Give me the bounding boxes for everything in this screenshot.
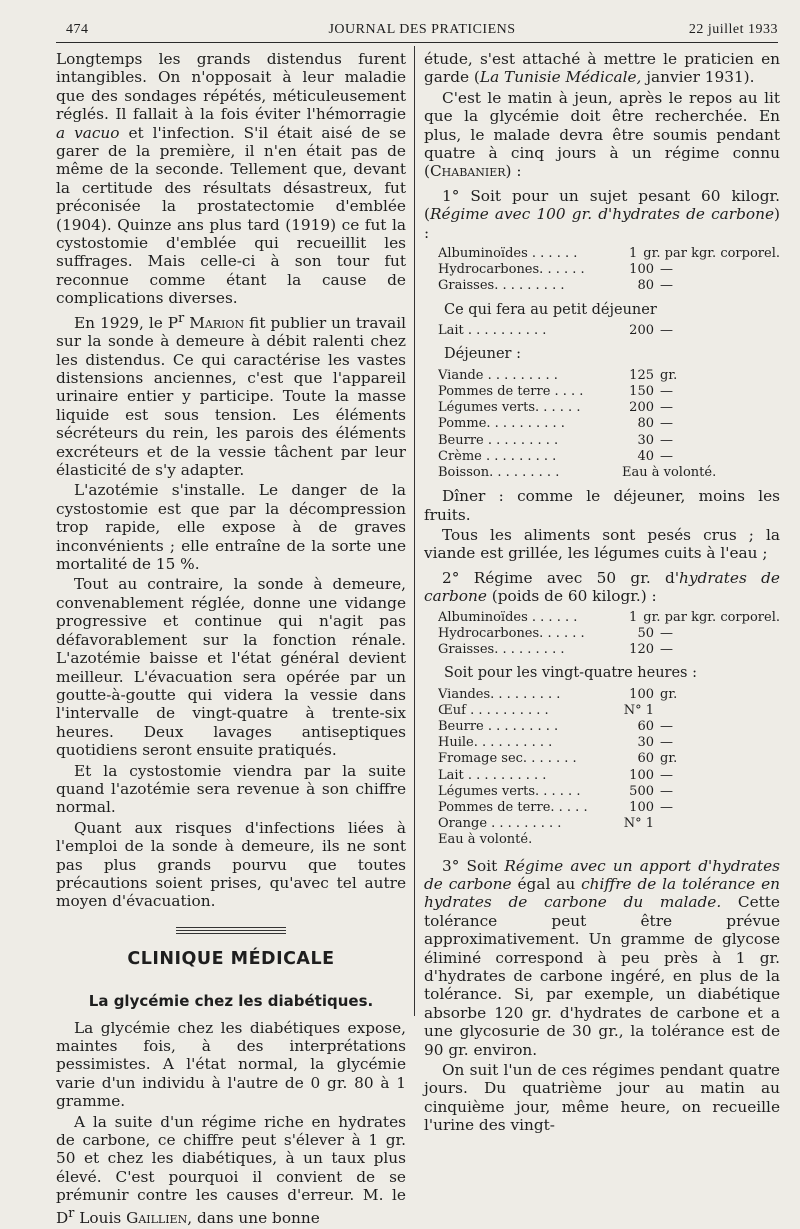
table-row [438,384,780,400]
food-quantity: 500 [629,783,654,799]
paragraph: 3° Soit Régime avec un apport d'hydrates de carbone égal au chiffre de la tolérance en hydrates de carbone du malade. Cette tolérance peut être prévue approximativement. Un gramme de glycose éliminé correspond à peu près à 1 gr. d'hydrates de carbone ingéré, en plus de la tolérance. Si, par exemple, un diabétique absorbe 120 gr. d'hydrates de carbone et a une glycosurie de 30 gr., la tolérance est de 90 gr. environ. [424,856,781,1059]
food-unit: — [660,416,673,432]
table-row [438,323,780,339]
food-unit: — [660,448,673,464]
food-name: Viandes. . . . . . . . . [438,686,561,702]
table-row [438,449,780,465]
table-row [438,784,780,800]
food-quantity: N° 1 [623,816,654,832]
column-divider [414,46,415,1016]
article-title: La glycémie chez les diabétiques. [88,992,374,1011]
food-name: Boisson. . . . . . . . . [438,464,560,480]
table-row [438,768,780,784]
paragraph: Tout au contraire, la sonde à demeure, convenablement réglée, donne une vidange progressive et continue qui n'agit pas défavorablement sur la fonction rénale. L'azotémie baisse et l'état général devient meilleur. L'évacuation sera opérée par un goutte-à-goutte qui videra la vessie dans l'intervalle de vingt-quatre à trente-six heures. Deux lavages antiseptiques quotidiens seront ensuite pratiqués. [56,575,406,760]
food-unit: — [660,735,673,751]
food-name: Pomme. . . . . . . . . . [438,416,565,432]
food-quantity: 60 [637,751,654,767]
page-number: 474 [66,22,89,37]
food-unit: — [660,767,673,783]
food-quantity: 200 [629,323,654,339]
food-name: Fromage sec. . . . . . . [438,751,577,767]
table-row [438,626,780,642]
table-row [438,465,780,481]
paragraph: Dîner : comme le déjeuner, moins les fruits. [424,487,780,524]
food-unit: gr. [660,751,678,767]
paragraph: En 1929, le $P^r$ Marion fit publier un travail sur la sonde à demeure à débit ralenti chez les distendus. Ce qui caractérise les vastes distensions anciennes, c'est que l'appareil urinaire entier y participe. Toute la masse liquide est sous tension. Les éléments sécréteurs du rein, les parois des éléments excréteurs et de la vessie tâchent par leur élasticité de s'y adapter. [56,310,406,480]
diet-table-2 [438,610,780,659]
food-name: Lait . . . . . . . . . . [438,767,547,783]
food-unit: — [660,278,673,294]
food-quantity: 1 [629,246,638,262]
food-unit: — [660,432,673,448]
food-name: Légumes verts. . . . . . [438,400,581,416]
food-unit: gr. [660,367,678,383]
food-unit: gr. par kgr. corporel. [643,246,780,262]
food-unit: — [660,400,673,416]
food-quantity: 50 [637,625,654,641]
food-quantity: 200 [629,400,654,416]
table-row [438,416,780,432]
table-row [438,400,780,416]
paragraph: On suit l'un de ces régimes pendant quatre jours. Du quatrième jour au matin au cinquième jour, même heure, on recueille l'urine des vingt- [424,1061,780,1135]
paragraph: Tous les aliments sont pesés crus ; la viande est grillée, les légumes cuits à l'eau ; [424,525,780,563]
food-unit: — [660,262,673,278]
table-row [438,703,780,719]
diet-table-1 [438,246,780,295]
food-name: Orange . . . . . . . . . [438,816,562,832]
table-row [438,262,780,278]
table-row [438,816,780,832]
food-unit: gr. par kgr. corporel. [643,609,780,625]
food-name: Albuminoïdes . . . . . . [438,246,578,262]
paragraph: La glycémie chez les diabétiques expose, maintes fois, à des interprétations pessimistes. A l'état normal, la glycémie varie d'un individu à l'autre de 0 gr. 80 à 1 gramme. [56,1018,406,1111]
table-subheading: Déjeuner : [444,346,521,363]
food-name: Légumes verts. . . . . . [438,783,581,799]
food-name: Beurre . . . . . . . . . [438,432,559,448]
paragraph: A la suite d'un régime riche en hydrates de carbone, ce chiffre peut s'élever à 1 gr. 50 et chez les diabétiques, à un taux plus élevé. C'est pourquoi il convient de se prémunir contre les causes d'erreur. M. le $D^r$ Louis Gaillien, dans une bonne [56,1112,406,1227]
food-name: Crème . . . . . . . . . [438,448,557,464]
food-name: Hydrocarbones. . . . . . [438,625,585,641]
table-row [438,610,780,626]
food-name: Graisses. . . . . . . . . [438,641,565,657]
food-name: Hydrocarbones. . . . . . [438,262,585,278]
paragraph: Longtemps les grands distendus furent intangibles. On n'opposait à leur maladie que des sondages répétés, méticuleusement réglés. Il fallait à la fois éviter l'hémorragie a vacuo et l'infection. S'il était aisé de se garer de la première, il n'en était pas de même de la seconde. Tellement que, devant la certitude des résultats désastreux, fut préconisée la prostatectomie d'emblée (1904). Quinze ans plus tard (1919) ce fut la cystostomie d'emblée qui recueillit les suffrages. Mais celle-ci à son tour fut reconnue comme étant la cause de complications diverses. [56,50,407,308]
food-unit: — [660,323,673,339]
paragraph: 1° Soit pour un sujet pesant 60 kilogr. (Régime avec 100 gr. d'hydrates de carbone) : [424,186,780,242]
food-unit: — [660,783,673,799]
page-header [66,18,778,40]
paragraph: L'azotémie s'installe. Le danger de la cystostomie est que par la décompression trop rapide, elle expose à de graves inconvénients ; elle entraîne de la sorte une mortalité de 15 %. [56,481,406,574]
section-separator [176,927,286,934]
table-row [438,719,780,735]
food-quantity: 1 [629,609,638,625]
header-rule [56,42,778,43]
daily-table [438,687,780,833]
paragraph: Et la cystostomie viendra par la suite quand l'azotémie sera revenue à son chiffre normal. [56,761,406,817]
food-unit: gr. [660,686,678,702]
food-quantity: 100 [629,799,654,815]
food-quantity: 80 [637,278,654,294]
food-quantity: N° 1 [623,702,654,718]
breakfast-table [438,323,780,339]
food-name: Graisses. . . . . . . . . [438,278,565,294]
food-name: Pommes de terre . . . . [438,383,584,399]
table-row [438,368,780,384]
table-row [438,735,780,751]
left-column [56,50,406,1229]
table-row [438,751,780,767]
food-quantity: 100 [629,767,654,783]
table-row [438,246,780,262]
food-unit: — [660,383,673,399]
food-quantity: 100 [629,262,654,278]
food-name: Œuf . . . . . . . . . . [438,702,549,718]
paragraph: Quant aux risques d'infections liées à l'emploi de la sonde à demeure, ils ne sont pas plus grands pourvu que toutes précautions soient prises, qu'avec tel autre moyen d'évacuation. [56,818,406,911]
food-quantity: 30 [637,735,654,751]
food-quantity: 125 [629,367,654,383]
food-quantity: 30 [637,432,654,448]
table-row [438,800,780,816]
table-row [438,278,780,294]
table-note: Eau à volonté. [438,832,533,848]
food-name: Viande . . . . . . . . . [438,367,558,383]
lunch-table [438,368,780,481]
table-row [438,642,780,658]
food-unit: — [660,799,673,815]
food-quantity: 40 [637,448,654,464]
food-unit: — [660,718,673,734]
table-subheading: Soit pour les vingt-quatre heures : [444,665,697,682]
journal-title: JOURNAL DES PRATICIENS [328,22,516,37]
table-row [438,433,780,449]
food-unit: — [660,625,673,641]
food-quantity: 80 [637,416,654,432]
food-unit: — [660,641,673,657]
paragraph: 2° Régime avec 50 gr. d'hydrates de carbone (poids de 60 kilogr.) : [424,568,780,606]
food-name: Huile. . . . . . . . . . [438,735,553,751]
food-name: Pommes de terre. . . . . [438,799,588,815]
food-name: Albuminoïdes . . . . . . [438,609,578,625]
food-quantity: 100 [629,686,654,702]
table-row [438,687,780,703]
food-quantity: 150 [629,383,654,399]
paragraph: étude, s'est attaché à mettre le praticien en garde (La Tunisie Médicale, janvier 1931). [424,50,780,87]
right-column [424,50,780,1137]
food-name: Beurre . . . . . . . . . [438,718,559,734]
table-subheading: Ce qui fera au petit déjeuner [444,301,657,318]
food-quantity: 60 [637,718,654,734]
paragraph: C'est le matin à jeun, après le repos au lit que la glycémie doit être recherchée. En plus, le malade devra être soumis pendant quatre à cinq jours à un régime connu (Chabanier) : [424,88,780,181]
section-title: CLINIQUE MÉDICALE [127,948,335,969]
issue-date: 22 juillet 1933 [688,22,778,37]
food-quantity: 120 [629,641,654,657]
food-name: Lait . . . . . . . . . . [438,323,547,339]
food-quantity: Eau à volonté. [622,464,717,480]
